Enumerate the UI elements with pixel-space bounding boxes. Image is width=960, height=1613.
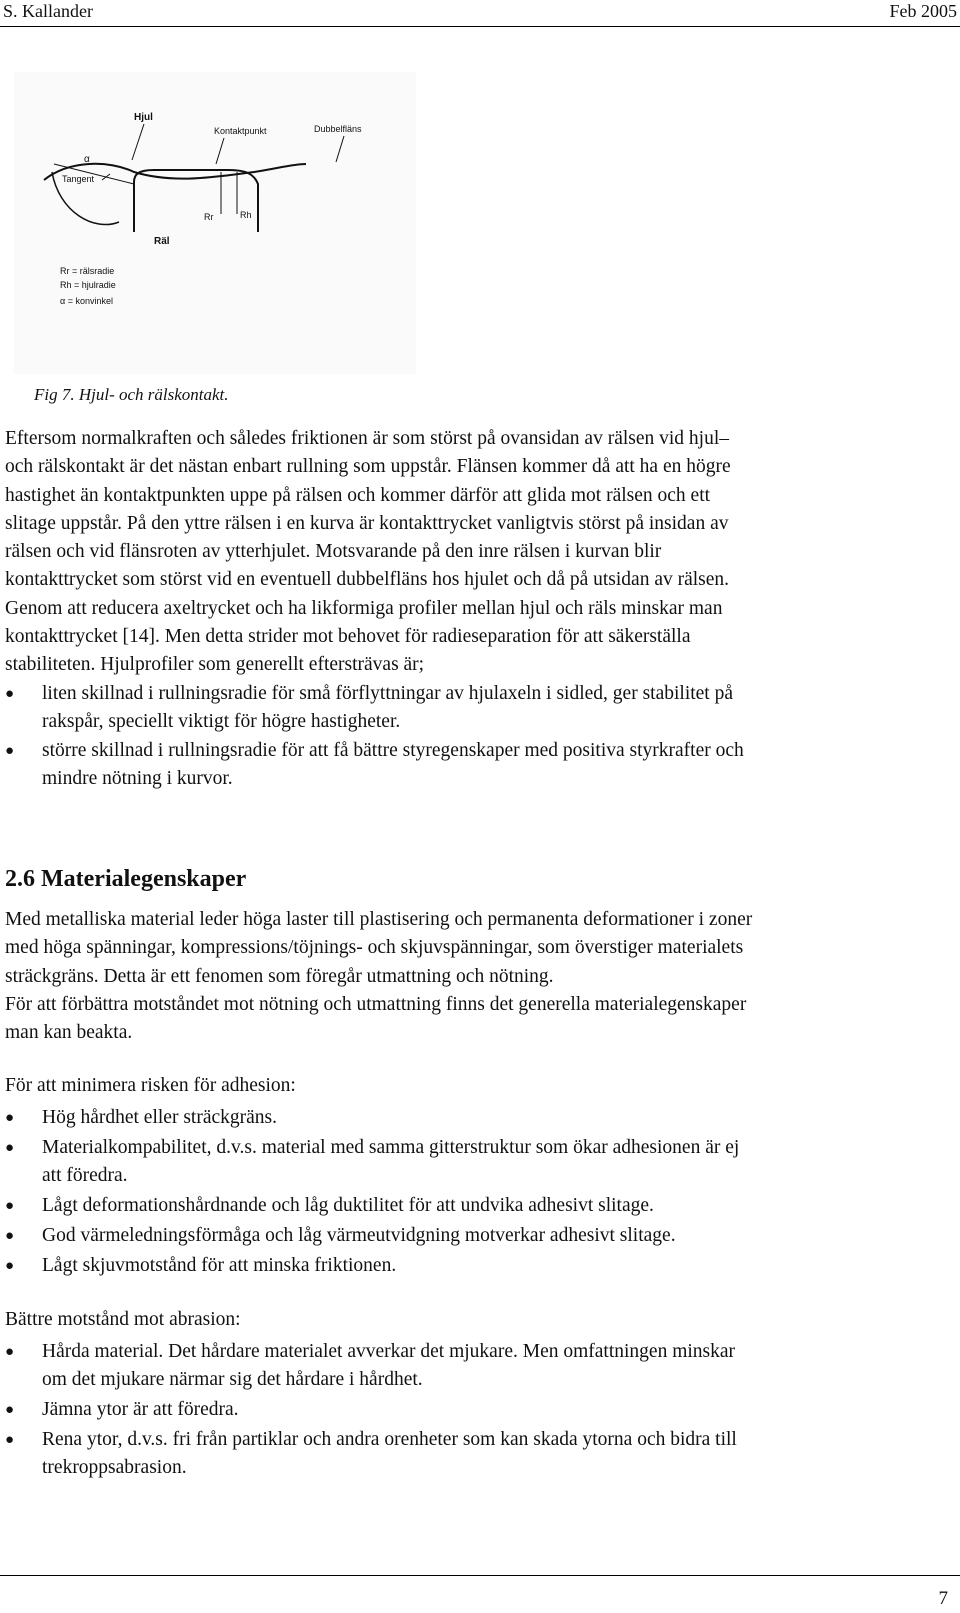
text-line: Rena ytor, d.v.s. fri från partiklar och andra orenheter som kan skada ytorna och bidra till xyxy=(42,1429,737,1450)
text-line: man kan beakta. xyxy=(5,1022,133,1044)
text-line: hastighet än kontaktpunkten uppe på rälsen och kommer därför att glida mot rälsen och ett xyxy=(5,484,711,506)
text-line: Materialkompabilitet, d.v.s. material med samma gitterstruktur som ökar adhesionen är ej xyxy=(42,1137,740,1158)
text-line: och rälskontakt är det nästan enbart rullning som uppstår. Flänsen kommer då att ha en högre xyxy=(5,456,731,478)
bullet-icon: ● xyxy=(5,1140,15,1156)
text-line: Jämna ytor är att föredra. xyxy=(42,1399,239,1420)
text-line: Lågt skjuvmotstånd för att minska friktionen. xyxy=(42,1255,397,1276)
text-line: rälsen och vid flänsroten av ytterhjulet. Motsvarande på den inre rälsen i kurvan blir xyxy=(5,541,662,563)
text-line: om det mjukare närmar sig det hårdare i hårdhet. xyxy=(42,1369,423,1391)
paragraph-wheel-rail xyxy=(5,425,940,680)
text-line: liten skillnad i rullningsradie för små förflyttningar av hjulaxeln i sidled, ger stabilitet på xyxy=(42,683,734,704)
text-line: kontakttrycket som störst vid en eventuell dubbelfläns hos hjulet och då på utsidan av rälsen. xyxy=(5,569,730,591)
bullet-icon: ● xyxy=(5,1228,15,1244)
text-line: Lågt deformationshårdnande och låg duktilitet för att undvika adhesivt slitage. xyxy=(42,1195,654,1216)
bullet-icon: ● xyxy=(5,686,15,702)
label-contact-point: Kontaktpunkt xyxy=(214,126,267,136)
label-rh: Rh xyxy=(240,210,252,220)
bullet-icon: ● xyxy=(5,1402,15,1418)
text-line: mindre nötning i kurvor. xyxy=(42,768,233,790)
section-heading: 2.6 Materialegenskaper xyxy=(5,866,247,892)
text-line: kontakttrycket [14]. Men detta strider mot behovet för radieseparation för att säkerställa xyxy=(5,626,691,648)
page-header xyxy=(0,0,960,27)
text-line: Eftersom normalkraften och således friktionen är som störst på ovansidan av rälsen vid hjul– xyxy=(5,428,730,449)
label-tangent: Tangent xyxy=(62,174,95,184)
label-wheel: Hjul xyxy=(134,112,153,123)
text-line: Bättre motstånd mot abrasion: xyxy=(5,1309,241,1330)
text-line: sträckgräns. Detta är ett fenomen som föregår utmattning och nötning. xyxy=(5,965,554,987)
text-line: Hårda material. Det hårdare materialet avverkar det mjukare. Men omfattningen minskar xyxy=(42,1341,736,1362)
label-rr: Rr xyxy=(204,212,214,222)
text-line: Med metalliska material leder höga laster till plastisering och permanenta deformationer i zoner xyxy=(5,909,753,930)
footer-rule xyxy=(0,1575,960,1576)
wheel-rail-figure xyxy=(14,72,416,374)
legend-rr: Rr = rälsradie xyxy=(60,266,115,276)
text-line: God värmeledningsförmåga och låg värmeutvidgning motverkar adhesivt slitage. xyxy=(42,1225,676,1246)
page-number: 7 xyxy=(938,1588,948,1609)
text-line: slitage uppstår. På den yttre rälsen i en kurva är kontakttrycket vanligtvis störst på insidan av xyxy=(5,512,729,534)
adhesion-intro xyxy=(5,1072,940,1100)
header-date: Feb 2005 xyxy=(889,1,957,21)
text-line: För att förbättra motståndet mot nötning och utmattning finns det generella materialegenskaper xyxy=(5,993,747,1015)
figure-caption: Fig 7. Hjul- och rälskontakt. xyxy=(34,385,229,404)
text-line: större skillnad i rullningsradie för att få bättre styregenskaper med positiva styrkrafter och xyxy=(42,740,744,761)
label-rail: Räl xyxy=(154,236,170,247)
bullet-icon: ● xyxy=(5,1432,15,1448)
text-line: stabiliteten. Hjulprofiler som generellt eftersträvas är; xyxy=(5,654,425,676)
text-line: Genom att reducera axeltrycket och ha likformiga profiler mellan hjul och räls minskar man xyxy=(5,597,723,619)
legend-rh: Rh = hjulradie xyxy=(60,280,116,290)
label-double-flange: Dubbelfläns xyxy=(314,124,362,134)
abrasion-intro xyxy=(5,1306,940,1334)
bullet-icon: ● xyxy=(5,1198,15,1214)
text-line: För att minimera risken för adhesion: xyxy=(5,1075,296,1096)
text-line: Hög hårdhet eller sträckgräns. xyxy=(42,1107,277,1128)
bullet-icon: ● xyxy=(5,1110,15,1126)
bullet-icon: ● xyxy=(5,743,15,759)
text-line: trekroppsabrasion. xyxy=(42,1457,187,1479)
text-line: rakspår, speciellt viktigt för högre hastigheter. xyxy=(42,711,401,733)
paragraph-materials xyxy=(5,906,940,1047)
legend-alpha: α = konvinkel xyxy=(60,296,113,306)
text-line: att föredra. xyxy=(42,1165,128,1187)
text-line: med höga spänningar, kompressions/töjnings- och skjuvspänningar, som överstiger materialets xyxy=(5,937,744,959)
header-author: S. Kallander xyxy=(3,1,93,21)
bullet-icon: ● xyxy=(5,1344,15,1360)
bullet-icon: ● xyxy=(5,1258,15,1274)
label-alpha: α xyxy=(84,154,90,165)
